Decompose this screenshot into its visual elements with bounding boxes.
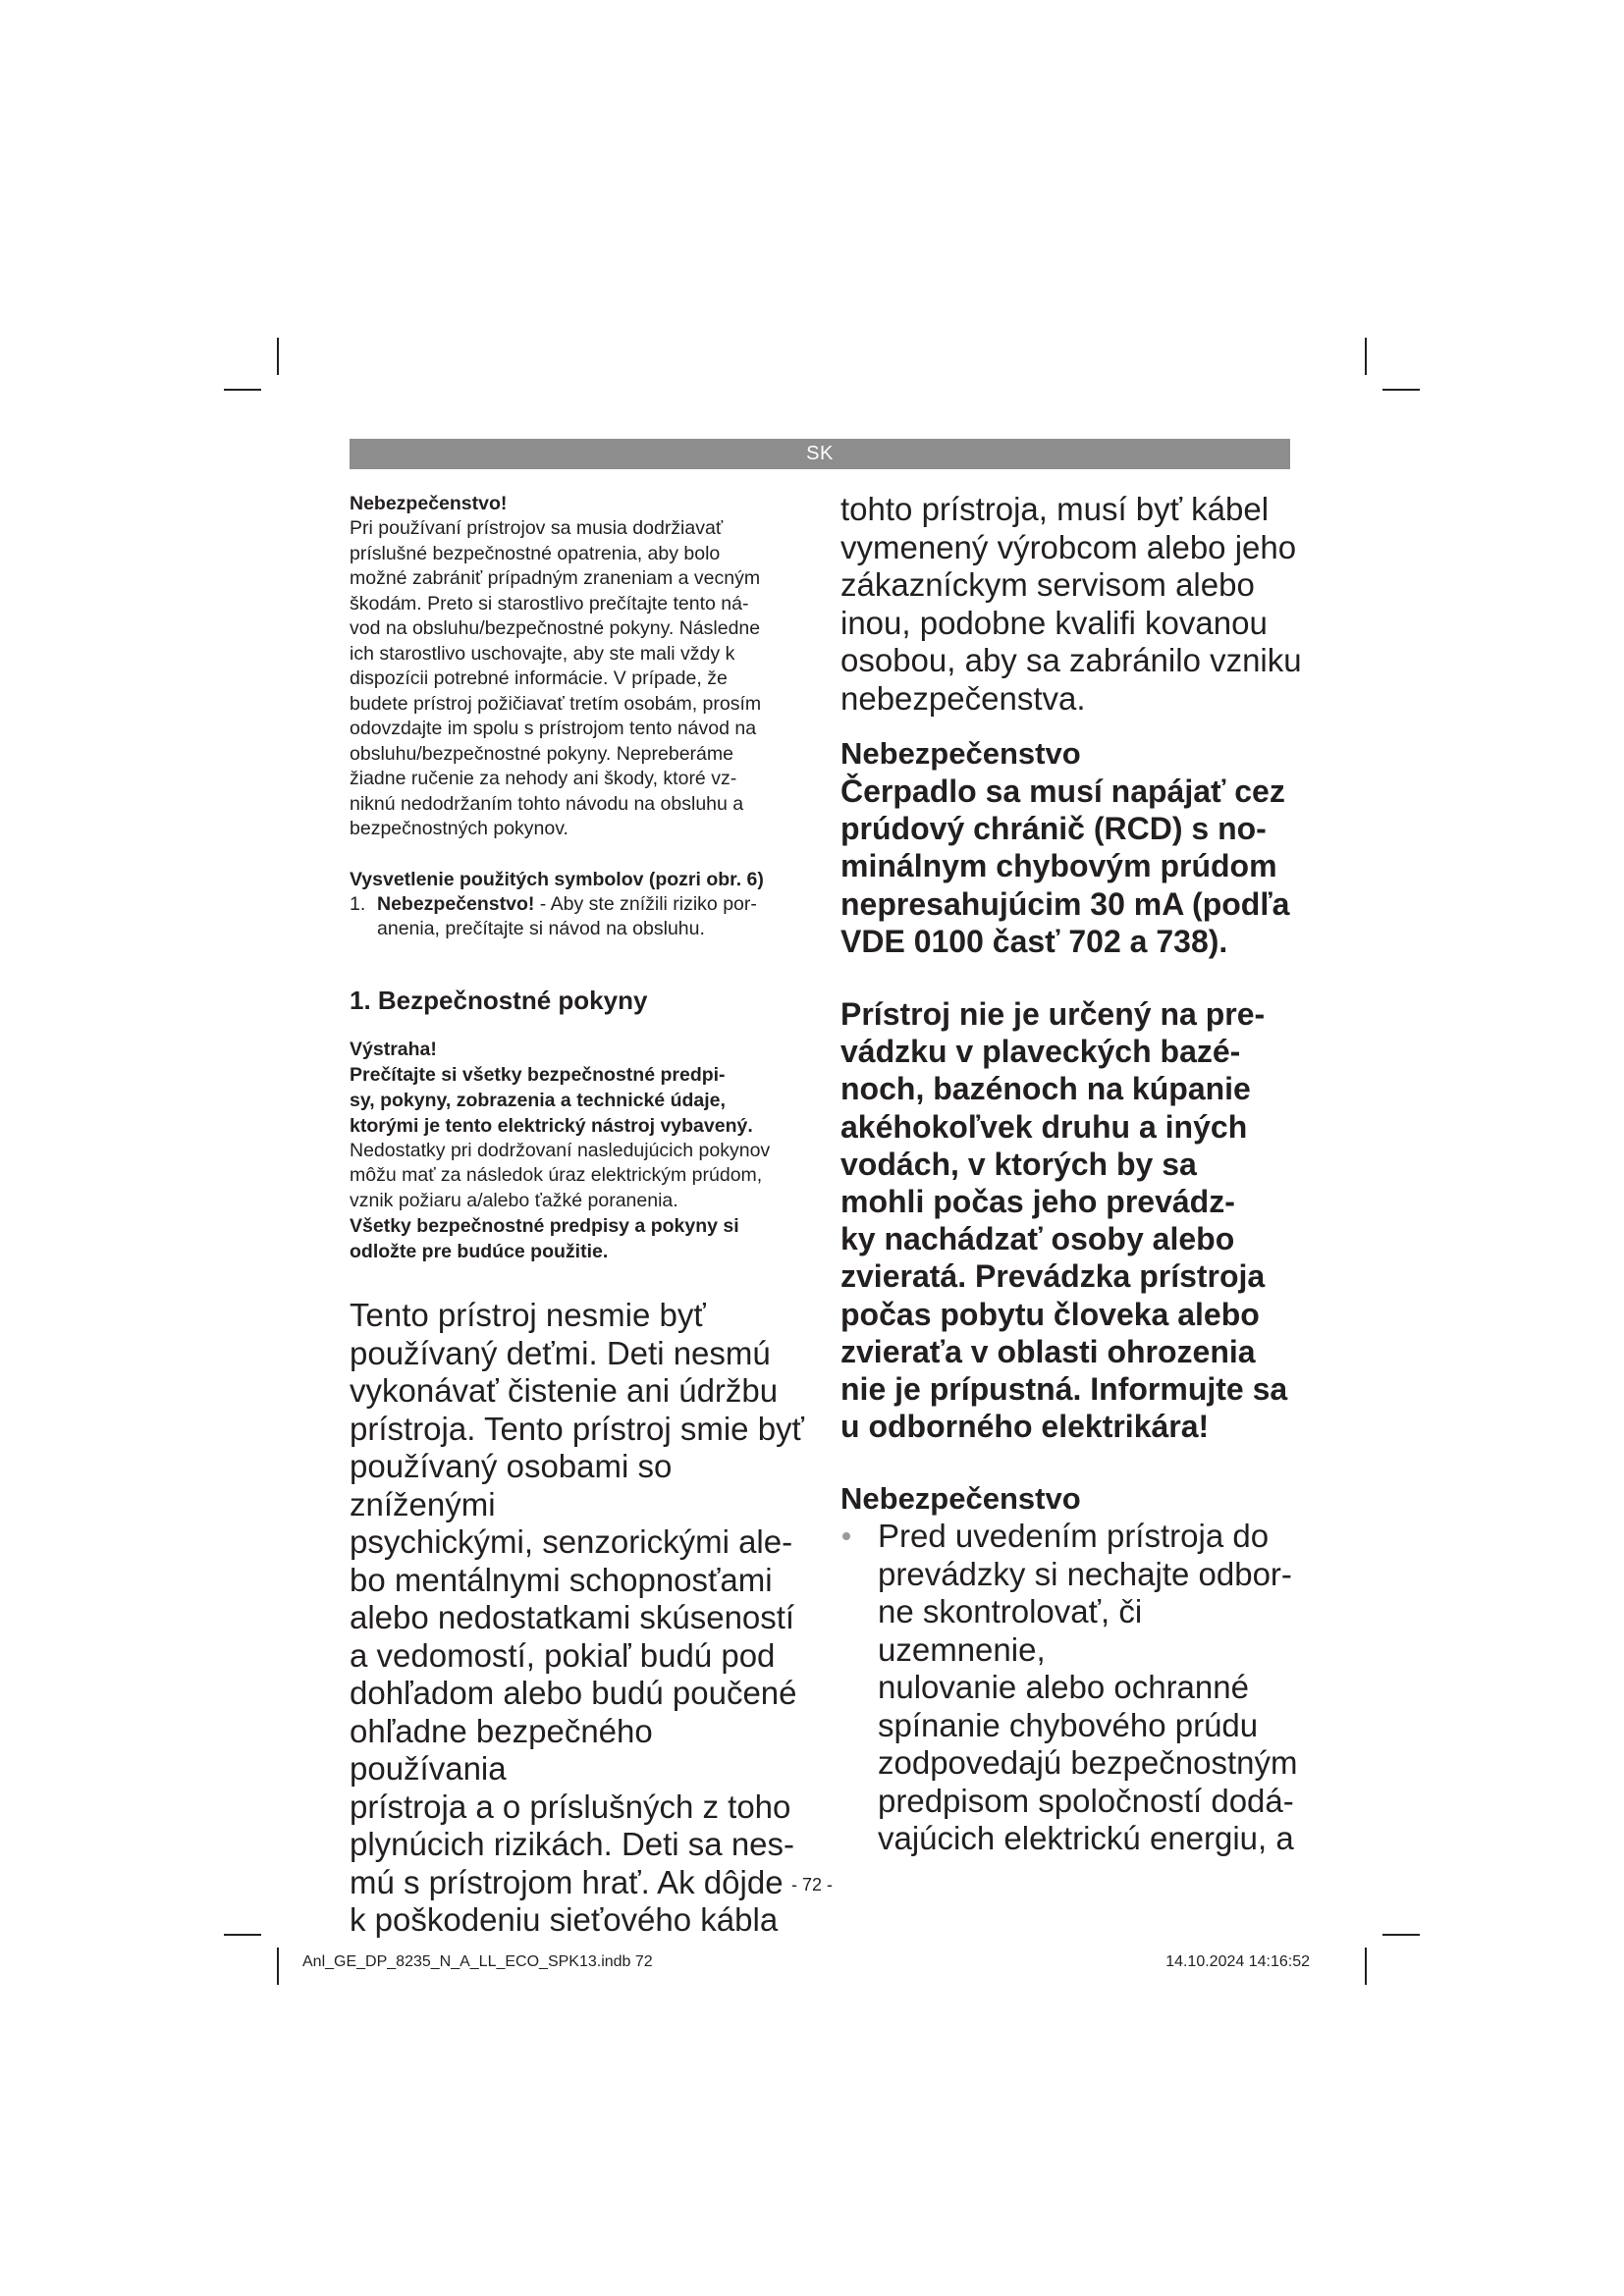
cable-line: zákazníckym servisom alebo	[840, 566, 1255, 603]
warning-bold-line: ktorými je tento elektrický nástroj vybavený.	[350, 1114, 753, 1137]
bullet-line: zodpovedajú bezpečnostným	[878, 1744, 1298, 1782]
symbol-list-item	[350, 892, 811, 918]
danger-line: žiadne ručenie za nehody ani škody, ktoré vz-	[350, 768, 737, 789]
pools-line: Prístroj nie je určený na pre-	[840, 996, 1266, 1033]
print-date: 14.10.2024 14:16:52	[1165, 1953, 1310, 1970]
rcd-title: Nebezpečenstvo	[840, 736, 1081, 771]
bullet-line: Pred uvedením prístroja do	[878, 1518, 1270, 1555]
pools-line: počas pobytu človeka alebo	[840, 1296, 1260, 1332]
children-line: prístroja a o príslušných z toho	[350, 1788, 791, 1825]
list-number: 1.	[350, 892, 366, 915]
language-code: SK	[806, 443, 834, 464]
crop-mark	[1382, 389, 1420, 391]
children-line: prístroja. Tento prístroj smie byť	[350, 1410, 804, 1447]
language-header-bar	[350, 439, 1290, 469]
danger-line: ich starostlivo uschovajte, aby ste mali vždy k	[350, 642, 735, 665]
cable-line: osobou, aby sa zabránilo vzniku	[840, 642, 1302, 678]
children-line: psychickými, senzorickými ale-	[350, 1523, 793, 1560]
children-line: vykonávať čistenie ani údržbu	[350, 1372, 779, 1409]
pools-notice	[840, 995, 1302, 1445]
crop-mark	[224, 389, 261, 391]
bullet-icon	[842, 1532, 850, 1540]
children-line: dohľadom alebo budú poučené	[350, 1675, 797, 1711]
rcd-line: Čerpadlo sa musí napájať cez	[840, 774, 1285, 809]
file-name: Anl_GE_DP_8235_N_A_LL_ECO_SPK13.indb 72	[302, 1953, 653, 1970]
children-line: plynúcich rizikách. Deti sa nes-	[350, 1826, 795, 1862]
right-column	[840, 491, 1302, 1858]
danger-line: možné zabrániť prípadným zraneniam a vecným	[350, 567, 761, 589]
cable-line: vymenený výrobcom alebo jeho	[840, 528, 1297, 565]
rcd-notice	[840, 735, 1302, 960]
page-number: - 72 -	[790, 1875, 833, 1895]
children-line: používaný osobami so zníženými	[350, 1448, 673, 1522]
danger-line: vod na obsluhu/bezpečnostné pokyny. Následne	[350, 617, 761, 639]
pools-line: nie je prípustná. Informujte sa	[840, 1371, 1288, 1408]
warning-line: vznik požiaru a/alebo ťažké poranenia.	[350, 1189, 678, 1211]
bullet-item	[840, 1518, 1302, 1858]
crop-mark	[224, 1934, 261, 1936]
pools-line: vodách, v ktorých by sa	[840, 1146, 1197, 1182]
children-line: a vedomostí, pokiaľ budú pod	[350, 1636, 776, 1674]
bullet-line: predpisom spoločností dodá-	[878, 1782, 1294, 1819]
danger-line: škodám. Preto si starostlivo prečítajte tento ná-	[350, 592, 749, 614]
rcd-line: VDE 0100 časť 702 a 738).	[840, 923, 1228, 959]
children-line: k poškodeniu sieťového kábla	[350, 1901, 779, 1938]
bullet-line: ne skontrolovať, či uzemnenie,	[878, 1593, 1143, 1668]
symbols-title: Vysvetlenie použitých symbolov (pozri obr. 6)	[350, 868, 764, 890]
warning-bold-line: sy, pokyny, zobrazenia a technické údaje,	[350, 1089, 726, 1111]
warning-bold-line: odložte pre budúce použitie.	[350, 1241, 609, 1262]
cable-line: nebezpečenstva.	[840, 679, 1086, 717]
children-notice	[350, 1297, 811, 1940]
danger-line: dispozícii potrebné informácie. V prípade, že	[350, 667, 728, 689]
pools-line: noch, bazénoch na kúpanie	[840, 1071, 1251, 1107]
bullet-line: nulovanie alebo ochranné	[878, 1669, 1249, 1706]
crop-mark	[277, 1948, 279, 1985]
pools-line: zvieratá. Prevádzka prístroja	[840, 1258, 1266, 1295]
bullet-line: prevádzky si nechajte odbor-	[878, 1555, 1292, 1592]
warning-notice	[350, 1037, 811, 1265]
crop-mark	[1365, 1948, 1367, 1985]
danger-line: niknú nedodržaním tohto návodu na obsluhu a	[350, 792, 744, 815]
children-line: ohľadne bezpečného používania	[350, 1712, 653, 1787]
rcd-line: minálnym chybovým prúdom	[840, 848, 1277, 884]
symbols-explanation	[350, 867, 811, 942]
children-line: alebo nedostatkami skúseností	[350, 1599, 795, 1635]
danger-title: Nebezpečenstvo!	[350, 493, 508, 514]
grounding-notice	[840, 1480, 1302, 1858]
pools-line: zvieraťa v oblasti ohrozenia	[840, 1333, 1256, 1369]
children-line: Tento prístroj nesmie byť	[350, 1297, 706, 1333]
warning-line: Nedostatky pri dodržovaní nasledujúcich pokynov	[350, 1139, 771, 1161]
danger-line: príslušné bezpečnostné opatrenia, aby bolo	[350, 542, 721, 564]
warning-title: Výstraha!	[350, 1038, 437, 1060]
grounding-title: Nebezpečenstvo	[840, 1481, 1081, 1517]
pools-line: akéhokoľvek druhu a iných	[840, 1108, 1248, 1145]
danger-line: bezpečnostných pokynov.	[350, 818, 568, 839]
children-line: používaný deťmi. Deti nesmú	[350, 1334, 771, 1371]
crop-mark	[1382, 1934, 1420, 1936]
danger-notice	[350, 491, 811, 842]
bullet-line: spínanie chybového prúdu	[878, 1706, 1259, 1743]
pools-line: ky nachádzať osoby alebo	[840, 1221, 1235, 1257]
cable-line: inou, podobne kvalifi kovanou	[840, 604, 1268, 641]
pools-line: mohli počas jeho prevádz-	[840, 1184, 1235, 1220]
danger-line: budete prístroj požičiavať tretím osobám, prosím	[350, 692, 762, 715]
symbol-desc: - Aby ste znížili riziko por-	[534, 892, 757, 915]
section-title: 1. Bezpečnostné pokyny	[350, 985, 648, 1015]
warning-bold-line: Všetky bezpečnostné predpisy a pokyny si	[350, 1215, 739, 1237]
rcd-line: nepresahujúcim 30 mA (podľa	[840, 885, 1290, 922]
symbol-name: Nebezpečenstvo!	[377, 892, 535, 915]
crop-mark	[277, 338, 279, 375]
cable-line: tohto prístroja, musí byť kábel	[840, 491, 1270, 527]
pools-line: vádzku v plaveckých bazé-	[840, 1034, 1241, 1070]
children-line: mú s prístrojom hrať. Ak dôjde	[350, 1863, 784, 1900]
symbol-desc-continuation: anenia, prečítajte si návod na obsluhu.	[377, 918, 705, 939]
bullet-line: vajúcich elektrickú energiu, a	[878, 1820, 1294, 1857]
pools-line: u odborného elektrikára!	[840, 1409, 1210, 1445]
cable-notice	[840, 491, 1302, 718]
warning-bold-line: Prečítajte si všetky bezpečnostné predpi-	[350, 1063, 726, 1086]
left-column	[350, 491, 811, 1940]
rcd-line: prúdový chránič (RCD) s no-	[840, 811, 1267, 847]
children-line: bo mentálnymi schopnosťami	[350, 1561, 773, 1598]
danger-line: odovzdajte im spolu s prístrojom tento návod na	[350, 718, 757, 739]
crop-mark	[1365, 338, 1367, 375]
warning-line: môžu mať za následok úraz elektrickým prúdom,	[350, 1164, 763, 1186]
danger-line: obsluhu/bezpečnostné pokyny. Nepreberáme	[350, 742, 733, 765]
danger-line: Pri používaní prístrojov sa musia dodržiavať	[350, 517, 724, 539]
